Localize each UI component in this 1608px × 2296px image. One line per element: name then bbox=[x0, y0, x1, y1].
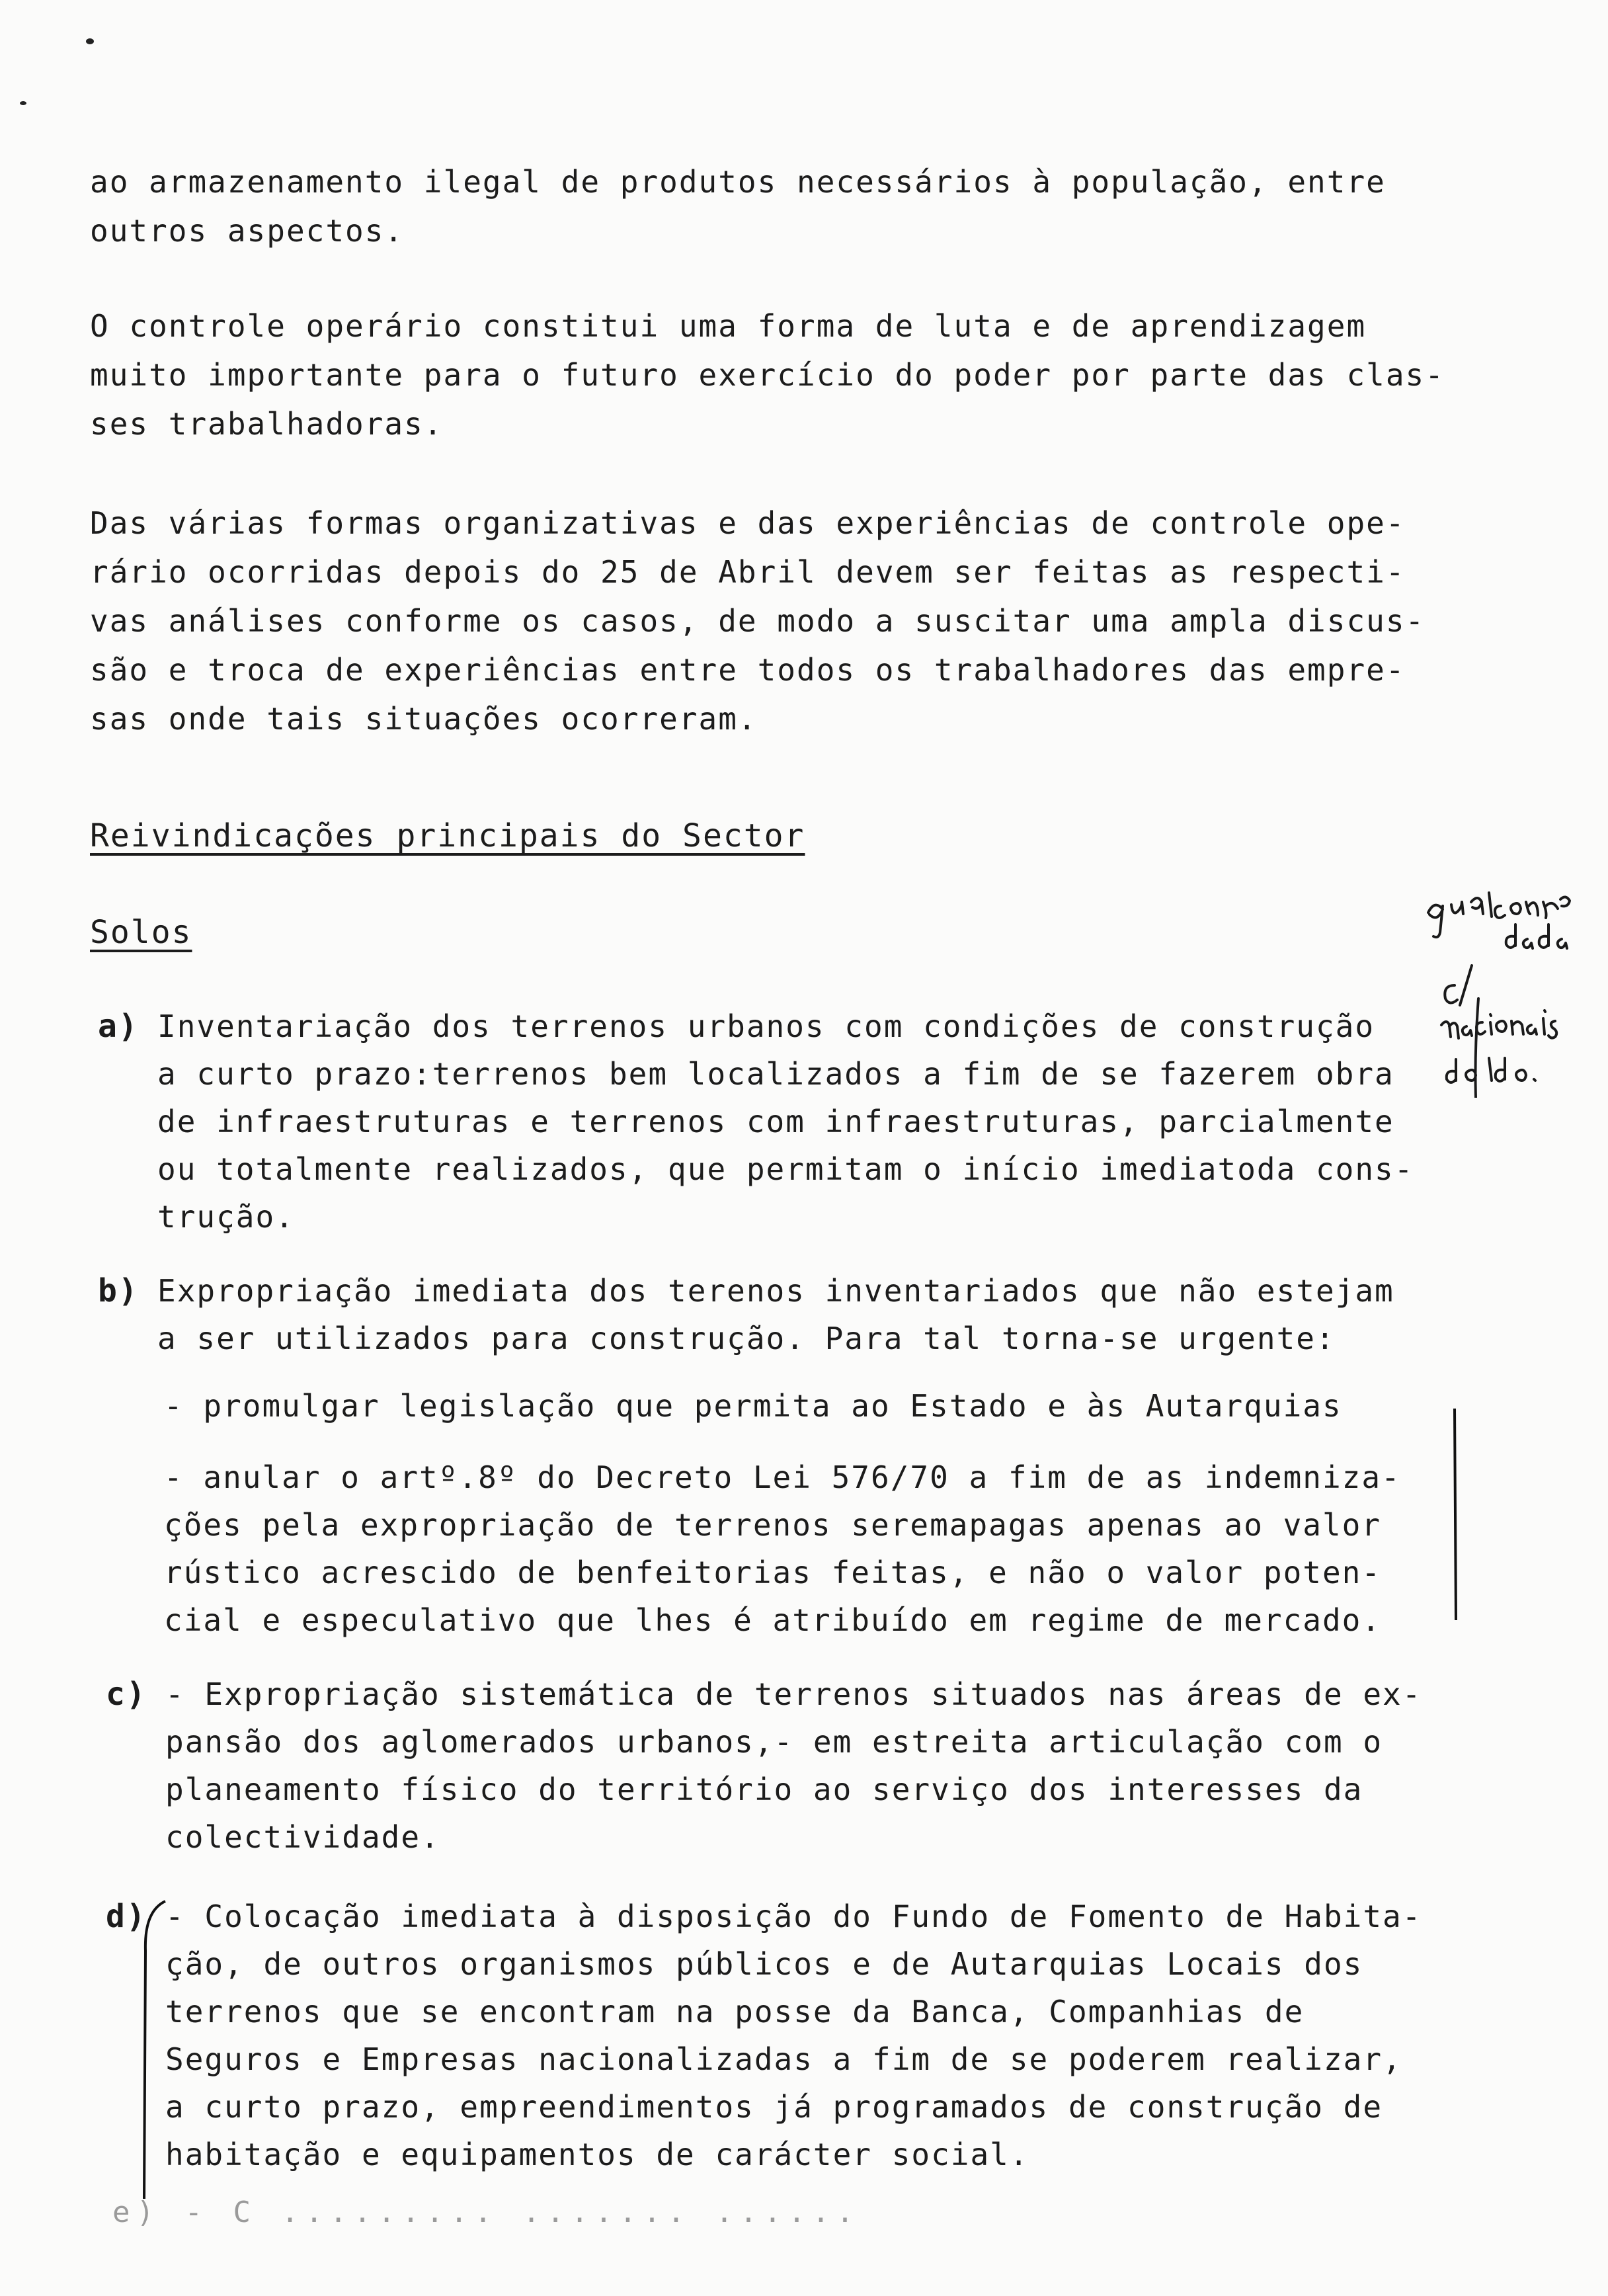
sub-item-anular: - anular o artº.8º do Decreto Lei 576/70 a fim de as indemniza- ções pela expropriação de terrenos seremapagas apenas ao valor rústico acrescido de benfeitorias feitas, e não o valor poten- cial e especulativo que lhes é atribuído em regime de mercado. bbox=[164, 1459, 1401, 1638]
item-text-b: Expropriação imediata dos terenos inventariados que não estejam a ser utilizados para construção. Para tal torna-se urgente: bbox=[157, 1273, 1394, 1356]
item-text-c: - Expropriação sistemática de terrenos situados nas áreas de ex- pansão dos aglomerados urbanos,- em estreita articulação com o planeamento físico do território ao serviço dos interesses da colectividade. bbox=[165, 1676, 1422, 1855]
paragraph-continuation: ao armazenamento ilegal de produtos necessários à população, entre outros aspectos. bbox=[90, 164, 1386, 249]
item-text-a: Inventariação dos terrenos urbanos com condições de construção a curto prazo:terrenos bem localizados a fim de se fazerem obra de infraestruturas e terrenos com infraestruturas, parcialmente ou totalmente realizados, que permitam o início imediatoda cons- trução. bbox=[157, 1008, 1414, 1235]
paragraph-formas-organizativas: Das várias formas organizativas e das experiências de controle ope- rário ocorridas depois do 25 de Abril devem ser feitas as respecti- vas análises conforme os casos, de modo a suscitar uma ampla discus- são e troca de experiências entre todos os trabalhadores das empre- sas onde tais situações ocorreram. bbox=[90, 505, 1426, 737]
scan-speck bbox=[86, 38, 94, 44]
sub-item-promulgar: - promulgar legislação que permita ao Estado e às Autarquias bbox=[164, 1388, 1342, 1424]
item-marker-d: d) bbox=[106, 1898, 147, 1935]
item-marker-b: b) bbox=[98, 1272, 139, 1309]
margin-line bbox=[1448, 1409, 1461, 1620]
item-marker-c: c) bbox=[106, 1676, 147, 1713]
handwritten-annotation bbox=[1415, 873, 1593, 1098]
scan-speck bbox=[20, 101, 26, 105]
section-heading: Reivindicações principais do Sector bbox=[90, 817, 805, 854]
cut-off-line: e) - C ......... ....... ...... bbox=[112, 2195, 861, 2229]
item-marker-a: a) bbox=[98, 1008, 139, 1045]
paragraph-controle-operario: O controle operário constitui uma forma de luta e de aprendizagem muito importante para o futuro exercício do poder por parte das clas- ses trabalhadoras. bbox=[90, 308, 1445, 442]
subsection-heading: Solos bbox=[90, 914, 192, 951]
bracket-mark bbox=[139, 1898, 172, 2202]
item-text-d: - Colocação imediata à disposição do Fundo de Fomento de Habita- ção, de outros organismos públicos e de Autarquias Locais dos terrenos que se encontram na posse da Banca, Companhias de Seguros e Empresas nacionalizadas a fim de se poderem realizar, a curto prazo, empreendimentos já programados de construção de habitação e equipamentos de carácter social. bbox=[165, 1899, 1422, 2172]
